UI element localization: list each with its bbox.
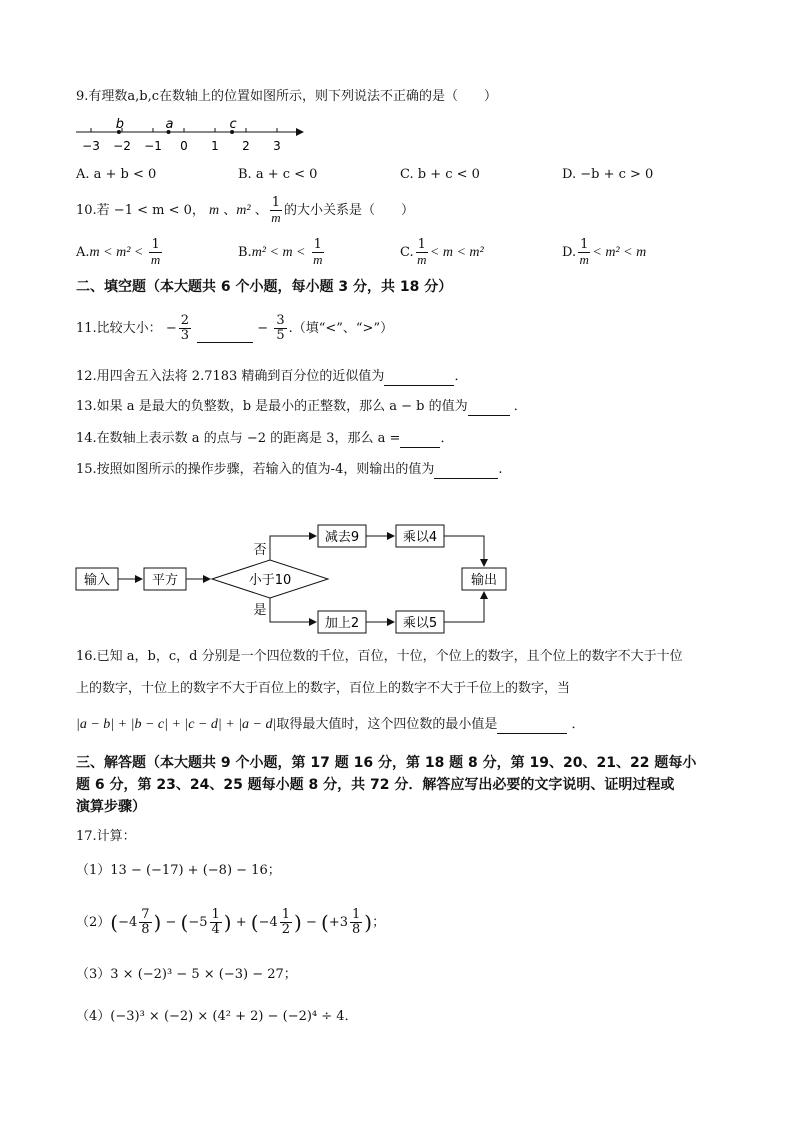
- question-16-line3: |a − b| + |b − c| + |c − d| + |a − d|取得最大值时，这个四位数的最小值是 ．: [76, 717, 585, 732]
- axis-tick-label: −2: [113, 139, 131, 153]
- section-3-title-line1: 三、解答题（本大题共 9 个小题，第 17 题 16 分，第 18 题 8 分，第 19、20、21、22 题每小: [76, 755, 697, 771]
- flow-input-label: 输入: [83, 573, 111, 588]
- axis-point-label: a: [165, 118, 174, 132]
- flow-output-label: 输出: [470, 573, 498, 588]
- q10-reciprocal: $\frac{1}{m}$: [271, 195, 281, 225]
- q17-part-2: （2）(−4 $\frac{7}{8}$ ) − (−5 $\frac{1}{4}$ ) + (−4 $\frac{1}{2}$ ) − (+3 $\frac{1}{8}$ )；: [76, 907, 386, 937]
- q10-stem-post: 的大小关系是（ ）: [284, 203, 415, 218]
- flow-minus9-label: 减去9: [324, 530, 360, 545]
- axis-tick-label: −3: [82, 139, 100, 153]
- question-9-stem: 9.有理数a,b,c在数轴上的位置如图所示，则下列说法不正确的是（ ）: [76, 89, 498, 104]
- q9-option-b[interactable]: B. a + c < 0: [238, 167, 318, 182]
- axis-point-label: c: [229, 118, 237, 132]
- q10-m: m: [209, 203, 220, 218]
- q11-fraction-2: $\frac{3}{5}$: [276, 313, 285, 343]
- q10-option-d[interactable]: D. $\frac{1}{m}$ < m² < m: [562, 237, 647, 267]
- q10-option-a[interactable]: A.m < m² < $\frac{1}{m}$: [76, 237, 161, 267]
- question-17-label: 17.计算：: [76, 829, 136, 844]
- q14-answer-blank[interactable]: [400, 434, 440, 448]
- flow-square-label: 平方: [151, 573, 179, 588]
- flow-no-label: 否: [253, 543, 267, 558]
- number-line: [72, 118, 332, 158]
- question-16-line1: 16.已知 a，b，c，d 分别是一个四位数的千位，百位，十位，个位上的数字，且个位上的数字不大于十位: [76, 649, 683, 664]
- question-16-line2: 上的数字，十位上的数字不大于百位上的数字，百位上的数字不大于千位上的数字，当: [76, 681, 571, 696]
- axis-tick-label: 1: [211, 139, 219, 153]
- q11-fraction-1: $\frac{2}{3}$: [180, 313, 189, 343]
- question-10-stem: 10.若 −1 < m < 0， m 、m² 、 $\frac{1}{m}$ 的大小关系是（ ）: [76, 195, 415, 225]
- flow-times4-label: 乘以4: [402, 530, 438, 545]
- q15-answer-blank[interactable]: [434, 465, 498, 479]
- question-11: 11.比较大小： − $\frac{2}{3}$ − $\frac{3}{5}$ .（填“<”、“>”）: [76, 313, 394, 343]
- axis-point-label: b: [115, 118, 125, 132]
- q12-answer-blank[interactable]: [384, 372, 454, 386]
- q10-m-squared: m²: [236, 203, 251, 218]
- q9-option-a[interactable]: A. a + b < 0: [76, 167, 157, 182]
- flow-yes-label: 是: [253, 603, 267, 618]
- question-12: 12.用四舍五入法将 2.7183 精确到百分位的近似值为 ．: [76, 369, 468, 384]
- section-3-title-line2: 题 6 分，第 23、24、25 题每小题 8 分，共 72 分．解答应写出必要的文字说明、证明过程或: [76, 777, 675, 793]
- axis-tick-label: 0: [180, 139, 188, 153]
- q17-part-1: （1）13 − (−17) + (−8) − 16；: [76, 863, 281, 878]
- question-13: 13.如果 a 是最大的负整数，b 是最小的正整数，那么 a − b 的值为 ．: [76, 399, 527, 414]
- q17-part-4: （4）(−3)³ × (−2) × (4² + 2) − (−2)⁴ ÷ 4．: [76, 1009, 358, 1024]
- flow-times5-label: 乘以5: [402, 616, 438, 631]
- flow-plus2-label: 加上2: [324, 616, 360, 631]
- axis-tick-label: 3: [273, 139, 281, 153]
- section-3-title-line3: 演算步骤）: [76, 799, 146, 815]
- q10-option-b[interactable]: B.m² < m < $\frac{1}{m}$: [238, 237, 323, 267]
- q16-expression: |a − b| + |b − c| + |c − d| + |a − d|: [76, 717, 277, 732]
- flow-condition-label: 小于10: [248, 573, 292, 588]
- axis-tick-label: −1: [144, 139, 162, 153]
- q9-option-c[interactable]: C. b + c < 0: [400, 167, 480, 182]
- q10-option-c[interactable]: C. $\frac{1}{m}$ < m < m²: [400, 237, 484, 267]
- q16-answer-blank[interactable]: [497, 720, 567, 734]
- q10-stem-pre: 10.若 −1 < m < 0，: [76, 203, 205, 218]
- question-14: 14.在数轴上表示数 a 的点与 −2 的距离是 3，那么 a = ．: [76, 431, 454, 446]
- axis-tick-label: 2: [242, 139, 250, 153]
- section-2-title: 二、填空题（本大题共 6 个小题，每小题 3 分，共 18 分）: [76, 279, 453, 295]
- q13-answer-blank[interactable]: [468, 402, 510, 416]
- q17-part-3: （3）3 × (−2)³ − 5 × (−3) − 27；: [76, 967, 297, 982]
- question-15: 15.按照如图所示的操作步骤，若输入的值为-4，则输出的值为 .: [76, 462, 503, 477]
- q11-answer-blank[interactable]: [197, 329, 253, 343]
- q9-option-d[interactable]: D. −b + c > 0: [562, 167, 654, 182]
- flowchart: [74, 516, 514, 646]
